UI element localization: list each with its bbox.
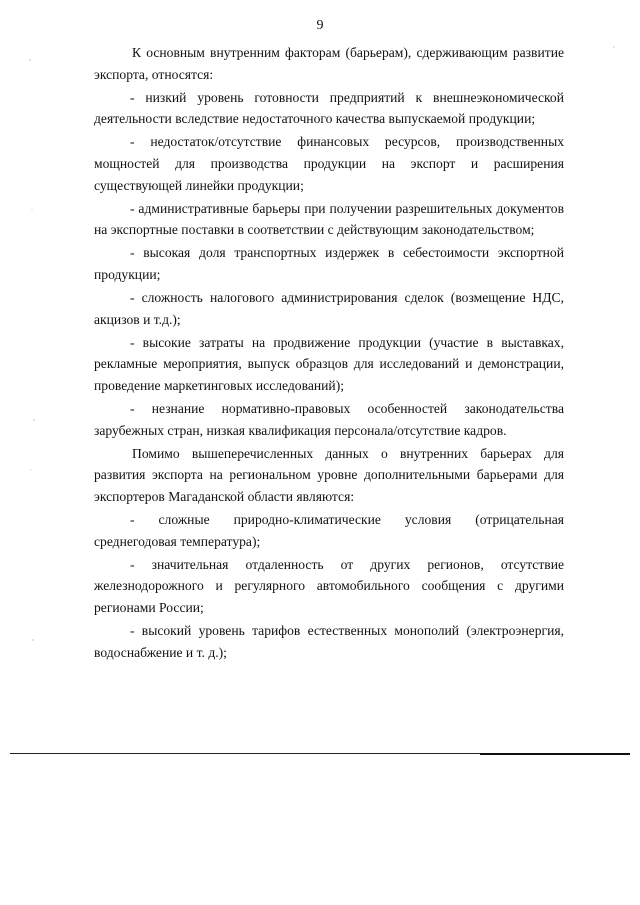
list-item-transport-costs: - высокая доля транспортных издержек в себестоимости экспортной продукции; — [94, 245, 564, 282]
list-item-tax-administration: - сложность налогового администрирования сделок (возмещение НДС, акцизов и т.д.); — [94, 290, 564, 327]
list-item-remoteness: - значительная отдаленность от других регионов, отсутствие железнодорожного и регулярного автомобильного сообщения с другими регионами России; — [94, 556, 564, 615]
list-item-promotion-costs: - высокие затраты на продвижение продукции (участие в выставках, рекламные мероприятия, выпуск образцов для исследований и демонстрации, проведение маркетинговых исследований); — [94, 334, 564, 393]
list-item-tariffs: - высокий уровень тарифов естественных монополий (электроэнергия, водоснабжение и т. д.); — [94, 622, 564, 660]
list-item-administrative-barriers: - административные барьеры при получении разрешительных документов на экспортные поставки в соответствии с действующим законодательством; — [94, 200, 564, 238]
page-bottom-divider — [10, 753, 630, 754]
list-item-low-readiness: - низкий уровень готовности предприятий к внешнеэкономической деятельности вследствие недостаточного качества выпускаемой продукции; — [94, 89, 564, 127]
list-item-lack-of-resources: - недостаток/отсутствие финансовых ресурсов, производственных мощностей для производства продукции на экспорт и расширения существующей линейки продукции; — [94, 134, 564, 193]
page-number: 9 — [316, 18, 324, 33]
paragraph-intro-internal-barriers: К основным внутренним факторам (барьерам), сдерживающим развитие экспорта, относятся: — [94, 45, 564, 82]
paragraph-intro-regional-barriers: Помимо вышеперечисленных данных о внутренних барьерах для развития экспорта на региональном уровне дополнительными барьерами для экспортеров Магаданской области являются: — [94, 445, 564, 504]
document-body — [94, 42, 564, 665]
list-item-legal-ignorance: - незнание нормативно-правовых особенностей законодательства зарубежных стран, низкая квалификация персонала/отсутствие кадров. — [94, 401, 564, 438]
list-item-climate: - сложные природно-климатические условия (отрицательная среднегодовая температура); — [94, 511, 564, 549]
